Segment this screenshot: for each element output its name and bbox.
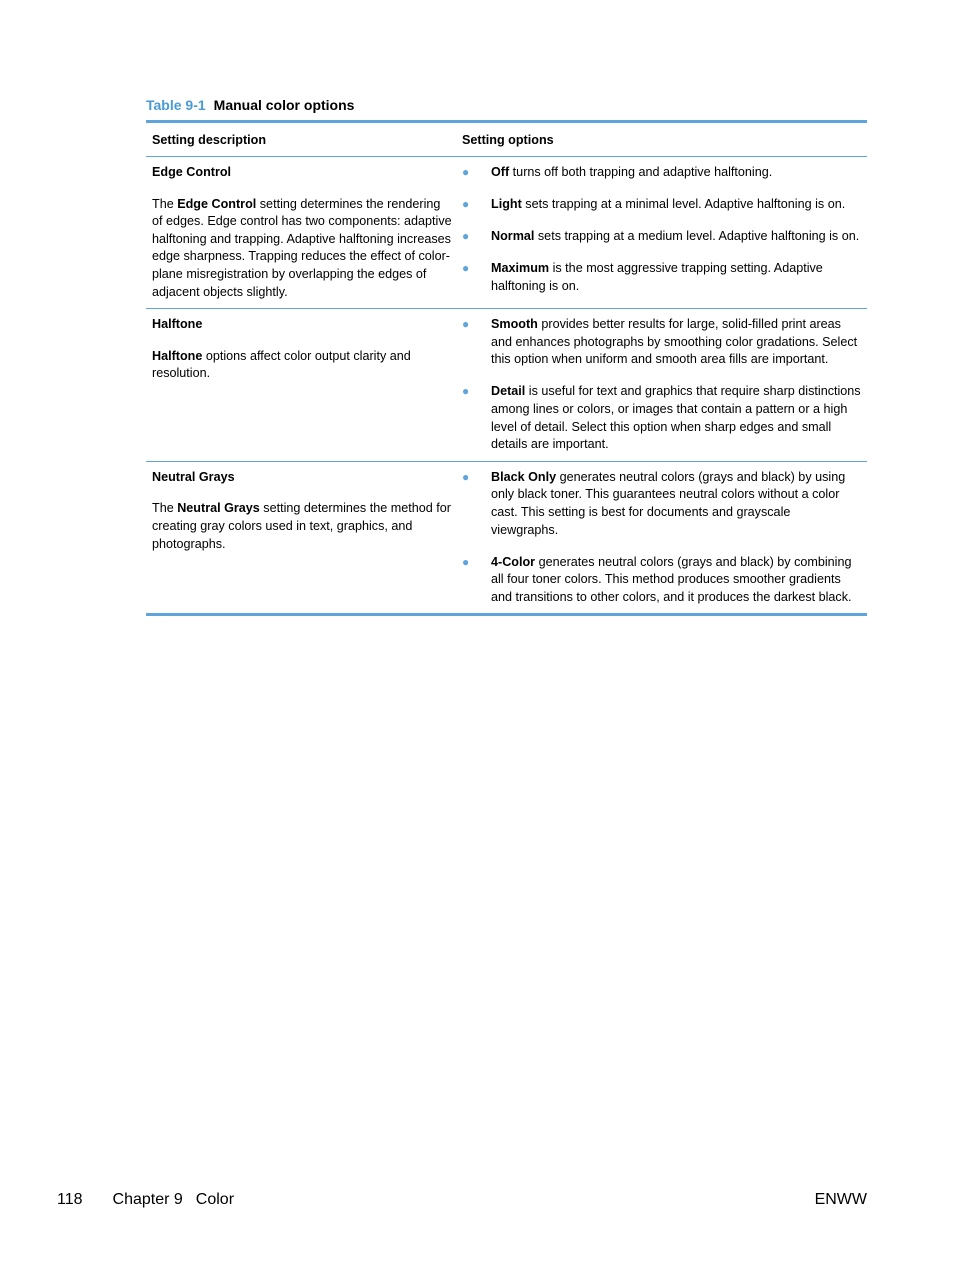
list-item	[462, 260, 861, 295]
setting-description	[152, 500, 456, 553]
bullet-icon: ●	[462, 229, 470, 244]
bullet-icon: ●	[462, 317, 470, 332]
setting-name: Halftone	[152, 317, 203, 332]
desc-text: The	[152, 501, 178, 516]
list-item	[462, 316, 861, 369]
list-item	[462, 228, 861, 246]
bullet-icon: ●	[462, 261, 470, 276]
desc-text: setting determines the rendering of edges. Edge control has two components: adaptive halftoning and trapping. Adaptive halftoning increases edge sharpness. Trapping reduces the effect of color-plane misregistration by overlapping the edges of adjacent objects slightly.	[152, 196, 452, 299]
desc-text: options affect color output clarity and resolution.	[152, 348, 411, 381]
bullet-icon: ●	[462, 197, 470, 212]
option-text: sets trapping at a medium level. Adaptive halftoning is on.	[534, 229, 860, 244]
option-name: Smooth	[491, 317, 538, 332]
option-name: Normal	[491, 229, 535, 244]
header-setting-description: Setting description	[152, 132, 267, 147]
setting-description	[152, 196, 456, 302]
setting-options-cell	[456, 164, 867, 301]
list-item	[462, 196, 861, 214]
bullet-icon: ●	[462, 384, 470, 399]
page-number: 118	[57, 1191, 83, 1208]
list-item	[462, 383, 861, 453]
setting-name: Neutral Grays	[152, 469, 235, 484]
option-text: is useful for text and graphics that require sharp distinctions among lines or colors, or images that contain a pattern or a high level of detail. Select this option when sharp edges and small details are important.	[491, 384, 861, 452]
desc-text: The	[152, 196, 178, 211]
header-setting-options: Setting options	[462, 132, 554, 147]
option-name: Black Only	[491, 469, 557, 484]
setting-description-cell	[146, 469, 456, 607]
list-item	[462, 554, 861, 607]
option-name: 4-Color	[491, 554, 536, 569]
options-list	[462, 164, 861, 295]
list-item	[462, 164, 861, 182]
desc-bold: Halftone	[152, 348, 203, 363]
table-row	[146, 309, 867, 462]
table-row	[146, 462, 867, 614]
bullet-icon: ●	[462, 469, 470, 484]
table-row	[146, 157, 867, 309]
desc-bold: Edge Control	[177, 196, 257, 211]
option-name: Detail	[491, 384, 526, 399]
chapter-title: Color	[195, 1191, 235, 1208]
setting-description	[152, 348, 456, 383]
option-name: Light	[491, 197, 522, 212]
option-name: Maximum	[491, 261, 550, 276]
list-item	[462, 469, 861, 539]
option-text: provides better results for large, solid-filled print areas and enhances photographs by smoothing color gradations. Select this option when uniform and smooth area fills are important.	[491, 317, 858, 367]
page-footer-left	[57, 1191, 234, 1209]
option-name: Off	[491, 165, 510, 179]
setting-options-cell	[456, 316, 867, 454]
desc-bold: Neutral Grays	[177, 501, 260, 516]
setting-description-cell	[146, 316, 456, 454]
option-text: generates neutral colors (grays and black) by using only black toner. This guarantees neutral colors without a color cast. This setting is best for documents and grayscale viewgraphs.	[491, 469, 846, 537]
desc-text: setting determines the method for creating gray colors used in text, graphics, and photographs.	[152, 501, 451, 551]
table-header-row	[146, 123, 867, 157]
options-list	[462, 469, 861, 607]
options-list	[462, 316, 861, 454]
bullet-icon: ●	[462, 165, 470, 179]
table-title: Manual color options	[213, 97, 355, 113]
option-text: turns off both trapping and adaptive halftoning.	[509, 165, 773, 179]
table-caption	[146, 97, 354, 113]
setting-options-cell	[456, 469, 867, 607]
setting-description-cell	[146, 164, 456, 301]
option-text: is the most aggressive trapping setting. Adaptive halftoning is on.	[491, 261, 823, 293]
option-text: sets trapping at a minimal level. Adaptive halftoning is on.	[521, 197, 846, 212]
setting-name: Edge Control	[152, 165, 232, 179]
page-footer-right: ENWW	[814, 1191, 867, 1208]
manual-color-options-table	[146, 120, 867, 616]
table-number: Table 9-1	[146, 97, 206, 113]
chapter-label: Chapter 9	[112, 1191, 183, 1208]
bullet-icon: ●	[462, 554, 470, 569]
option-text: generates neutral colors (grays and black) by combining all four toner colors. This method produces smoother gradients and transitions to other colors, and it produces the darkest black.	[491, 554, 852, 604]
